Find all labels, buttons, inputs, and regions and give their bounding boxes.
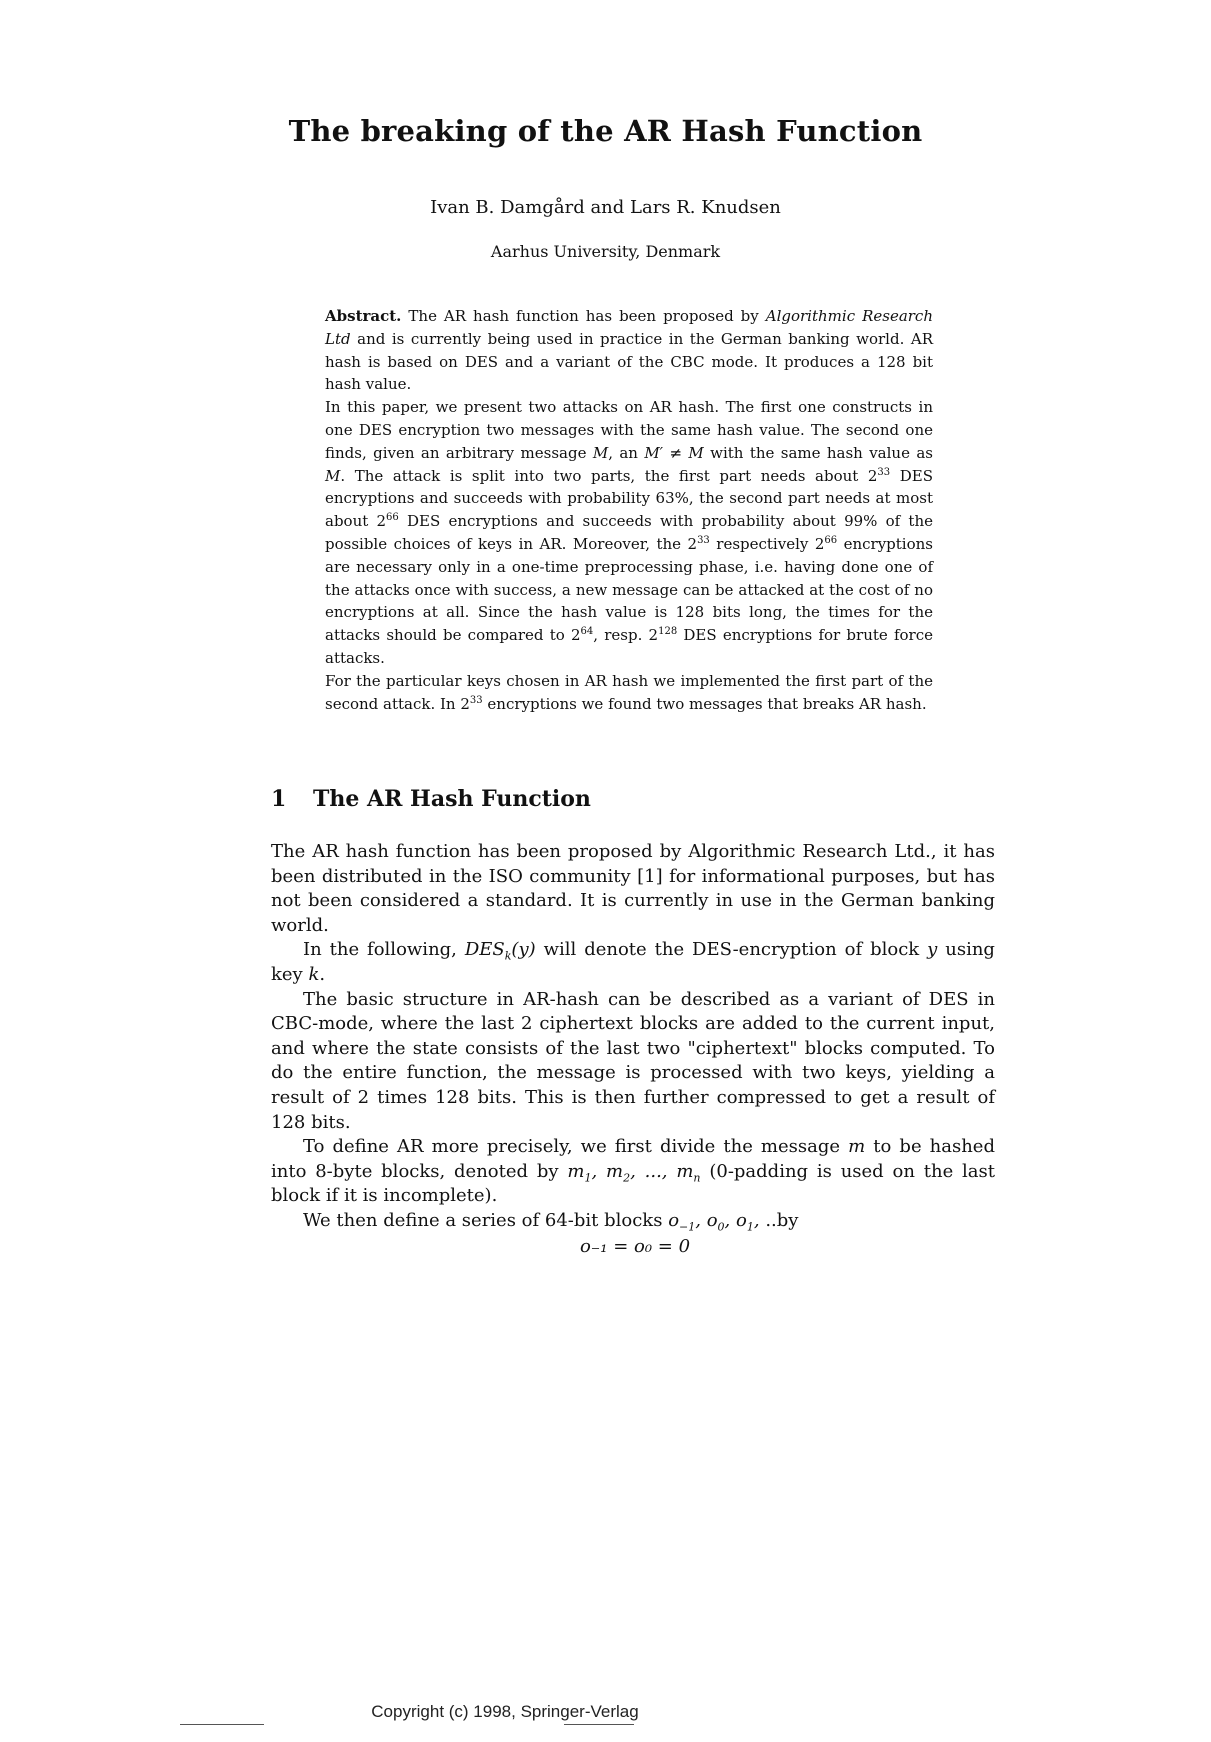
copyright-footer: Copyright (c) 1998, Springer-Verlag [371, 1702, 639, 1721]
math-symbol: M [592, 443, 609, 462]
section-body [271, 840, 995, 1234]
body-text: (0-padding is used on the last block if it is incomplete). [271, 1160, 996, 1207]
math-des [464, 939, 536, 963]
math-symbol: o [706, 1209, 718, 1231]
body-para-4 [271, 1135, 995, 1209]
subscript: 1 [584, 1171, 592, 1185]
abstract-para-2 [325, 396, 933, 670]
exponent: 66 [824, 534, 838, 546]
body-text: In the following, [303, 939, 457, 961]
body-text: using key [271, 939, 995, 985]
body-text: . [319, 963, 326, 985]
abstract-text: The AR hash function has been proposed by [408, 307, 759, 325]
body-text: will denote the DES-encryption of block [543, 939, 920, 961]
body-text: to be hashed into 8-byte blocks, denoted by [271, 1136, 995, 1182]
abstract-text: respectively 2 [716, 534, 825, 553]
abstract-label: Abstract. [325, 307, 402, 325]
math-symbol: m [676, 1160, 694, 1182]
abstract-text: , an [608, 443, 638, 462]
exponent: 33 [697, 534, 710, 546]
section-heading [271, 786, 591, 812]
math-symbol: m [606, 1160, 624, 1182]
math-symbol: o [736, 1209, 747, 1231]
abstract-text: , resp. 2 [593, 626, 659, 645]
affiliation: Aarhus University, Denmark [490, 242, 721, 261]
math-symbol: (y) [511, 939, 536, 961]
abstract-text: encryptions are necessary only in a one-time preprocessing phase, i.e. having done one of the attacks once with success, a new message can be attacked at the cost of no encryptions at all. Since the hash value is 128 bits long, the times for the attacks should be compared to 2 [325, 534, 933, 645]
body-para-5 [271, 1209, 995, 1234]
abstract-text: encryptions we found two messages that breaks AR hash. [487, 694, 927, 713]
abstract-text: DES encryptions and succeeds with probability 63%, the second part needs at most about 2 [325, 466, 934, 531]
subscript: 0 [717, 1220, 725, 1234]
exponent: 33 [469, 694, 483, 706]
body-para-1: The AR hash function has been proposed by Algorithmic Research Ltd., it has been distributed in the ISO community [1] for informational purposes, but has not been considered a standard. It is currently in use in the German banking world. [271, 841, 995, 936]
math-symbol: o [668, 1209, 680, 1231]
divider-rule [564, 1724, 634, 1725]
exponent: 128 [658, 626, 678, 638]
footnote-rule [180, 1724, 264, 1725]
math-separator: , ..., [630, 1160, 677, 1182]
exponent: 64 [580, 626, 594, 638]
paper-title: The breaking of the AR Hash Function [288, 114, 923, 148]
abstract-text: with the same hash value as [710, 443, 933, 462]
math-symbol: M′ ≠ M [644, 443, 704, 462]
abstract-text: . The attack is split into two parts, the first part needs about 2 [340, 466, 878, 485]
body-para-2 [271, 938, 995, 987]
abstract-text: DES encryptions and succeeds with probability about 99% of the possible choices of keys in AR. Moreover, the 2 [325, 512, 933, 553]
subscript: k [504, 949, 512, 963]
math-symbol: M [325, 466, 341, 485]
subscript: −1 [679, 1220, 696, 1234]
abstract-text: For the particular keys chosen in AR hash we implemented the first part of the second attack. In 2 [325, 671, 933, 713]
exponent: 33 [877, 466, 891, 478]
equation: o₋₁ = o₀ = 0 [579, 1236, 691, 1257]
section-title: The AR Hash Function [313, 786, 591, 812]
exponent: 66 [386, 512, 399, 524]
abstract-text: and is currently being used in practice in the German banking world. AR hash is based on DES and a variant of the CBC mode. It produces a 128 bit hash value. [325, 329, 933, 394]
math-symbol: DES [464, 939, 505, 961]
abstract-text: In this paper, we present two attacks on AR hash. The first one constructs in one DES encryption two messages with the same hash value. The second one finds, given an arbitrary message [325, 398, 933, 462]
math-o-list: $o_{-1}$, $o_0$, $o_1$, [668, 1209, 760, 1234]
subscript: n [693, 1171, 701, 1185]
body-text: To define AR more precisely, we first divide the message [303, 1136, 841, 1158]
body-text: We then define a series of 64-bit blocks [303, 1209, 663, 1231]
body-text: ..by [765, 1209, 799, 1231]
abstract-text: DES encryptions for brute force attacks. [325, 626, 933, 667]
body-para-3: The basic structure in AR-hash can be described as a variant of DES in CBC-mode, where the last 2 ciphertext blocks are added to the current input, and where the state consists of the last two "ciphertext" blocks computed. To do the entire function, the message is processed with two keys, yielding a result of 2 times 128 bits. This is then further compressed to get a result of 128 bits. [271, 988, 995, 1133]
subscript: 2 [623, 1171, 631, 1185]
math-symbol: m [848, 1136, 866, 1158]
math-symbol: y [927, 939, 938, 961]
math-symbol: m [567, 1160, 585, 1182]
section-number: 1 [271, 786, 287, 812]
abstract-para-3 [325, 670, 933, 716]
organization-name: Algorithmic Research Ltd [325, 307, 933, 348]
abstract [325, 305, 933, 715]
math-block-list: $m_1$, $m_2$, ..., $m_n$ [567, 1160, 701, 1185]
math-symbol: k [308, 963, 320, 985]
subscript: 1 [746, 1220, 754, 1234]
authors: Ivan B. Damgård and Lars R. Knudsen [430, 197, 781, 218]
abstract-para-1 [325, 305, 933, 396]
